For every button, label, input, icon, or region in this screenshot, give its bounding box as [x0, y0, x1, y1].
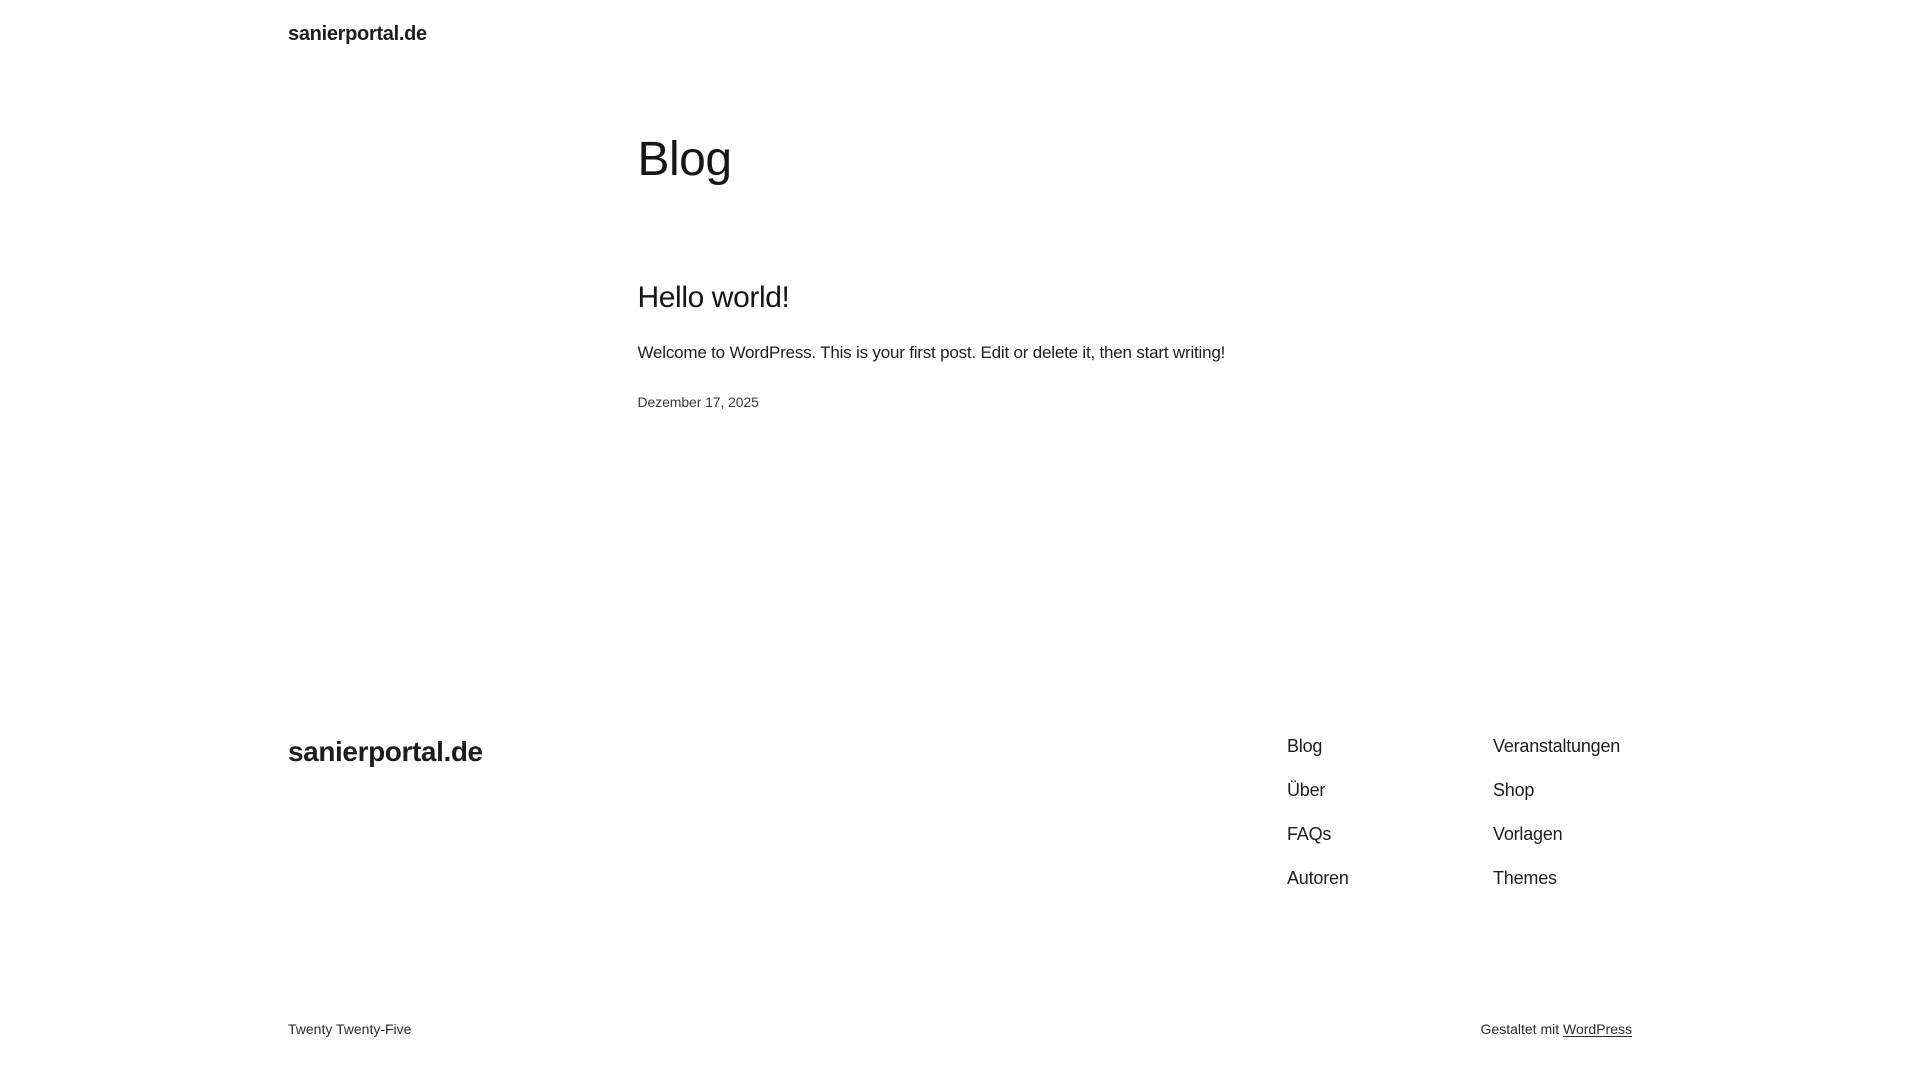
wordpress-credit [1481, 1021, 1632, 1038]
footer-nav-item-faqs[interactable]: FAQs [1287, 824, 1332, 844]
site-footer [288, 735, 1632, 1038]
credit-prefix: Gestaltet mit [1480, 1021, 1560, 1037]
post-title [638, 280, 1283, 316]
site-header [288, 0, 1632, 46]
footer-nav-item-veranstaltungen[interactable]: Veranstaltungen [1493, 736, 1621, 756]
footer-nav-item-autoren[interactable]: Autoren [1287, 868, 1349, 888]
post-title-link[interactable]: Hello world! [637, 281, 790, 314]
footer-nav-column-1 [1287, 735, 1493, 889]
footer-nav-item-shop[interactable]: Shop [1493, 780, 1535, 800]
main-content [0, 131, 1920, 411]
footer-site-title-link[interactable]: sanierportal.de [288, 736, 483, 767]
post-item [638, 280, 1283, 411]
footer-nav-item-ueber[interactable]: Über [1287, 780, 1326, 800]
header-site-title-link[interactable]: sanierportal.de [288, 23, 427, 45]
footer-nav [1287, 735, 1632, 889]
theme-name: Twenty Twenty-Five [288, 1021, 412, 1037]
footer-nav-column-2 [1493, 735, 1632, 889]
footer-nav-item-blog[interactable]: Blog [1287, 736, 1323, 756]
wordpress-link[interactable]: WordPress [1563, 1021, 1632, 1037]
footer-nav-item-vorlagen[interactable]: Vorlagen [1493, 824, 1563, 844]
footer-nav-item-themes[interactable]: Themes [1493, 868, 1557, 888]
post-date: Dezember 17, 2025 [637, 394, 759, 410]
page-title: Blog [637, 133, 732, 186]
post-excerpt: Welcome to WordPress. This is your first post. Edit or delete it, then start writing! [637, 343, 1226, 362]
